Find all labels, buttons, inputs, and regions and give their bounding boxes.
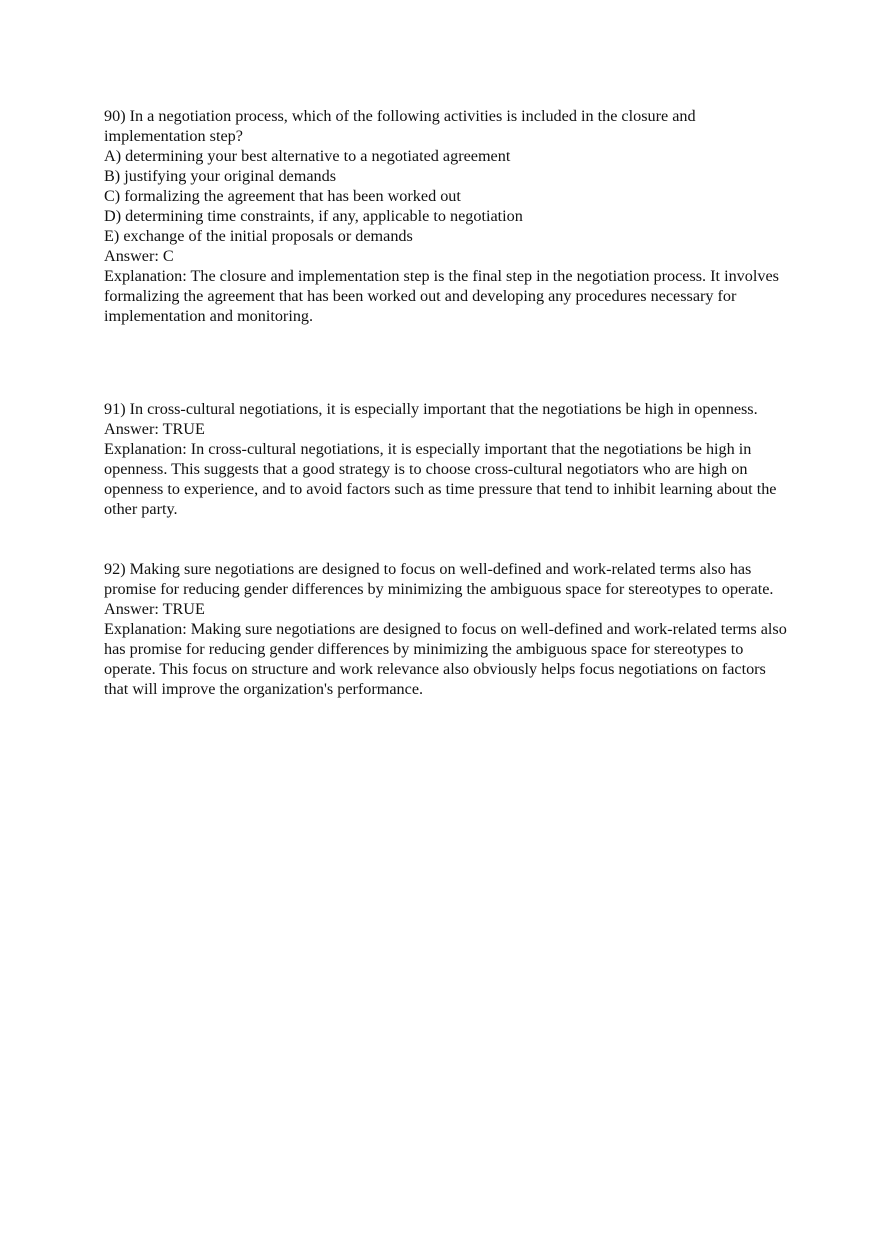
explanation-text: Explanation: The closure and implementation step is the final step in the negotiation process. It involves formalizing the agreement that has been worked out and developing any procedures necessary for implementation and monitoring. (104, 267, 779, 325)
option-a: A) determining your best alternative to a negotiated agreement (104, 147, 511, 165)
option-b: B) justifying your original demands (104, 167, 336, 185)
answer-line: Answer: TRUE (104, 420, 205, 438)
answer-line: Answer: TRUE (104, 600, 205, 618)
question-stem: 91) In cross-cultural negotiations, it is especially important that the negotiations be high in openness. (104, 400, 758, 418)
question-91 (104, 399, 794, 519)
document-page (104, 106, 794, 699)
answer-options (104, 146, 794, 246)
question-stem: 90) In a negotiation process, which of the following activities is included in the closure and implementation step? (104, 107, 696, 145)
answer-line: Answer: C (104, 247, 174, 265)
option-d: D) determining time constraints, if any, applicable to negotiation (104, 207, 523, 225)
option-c: C) formalizing the agreement that has been worked out (104, 187, 461, 205)
explanation-text: Explanation: Making sure negotiations are designed to focus on well-defined and work-related terms also has promise for reducing gender differences by minimizing the ambiguous space for stereotypes to operate. This focus on structure and work relevance also obviously helps focus negotiations on factors that will improve the organization's performance. (104, 620, 787, 698)
question-stem: 92) Making sure negotiations are designed to focus on well-defined and work-related terms also has promise for reducing gender differences by minimizing the ambiguous space for stereotypes to operate. (104, 560, 774, 598)
question-90 (104, 106, 794, 326)
question-92 (104, 559, 794, 699)
explanation-text: Explanation: In cross-cultural negotiations, it is especially important that the negotiations be high in openness. This suggests that a good strategy is to choose cross-cultural negotiators who are high on openness to experience, and to avoid factors such as time pressure that tend to inhibit learning about the other party. (104, 440, 777, 518)
option-e: E) exchange of the initial proposals or demands (104, 227, 413, 245)
